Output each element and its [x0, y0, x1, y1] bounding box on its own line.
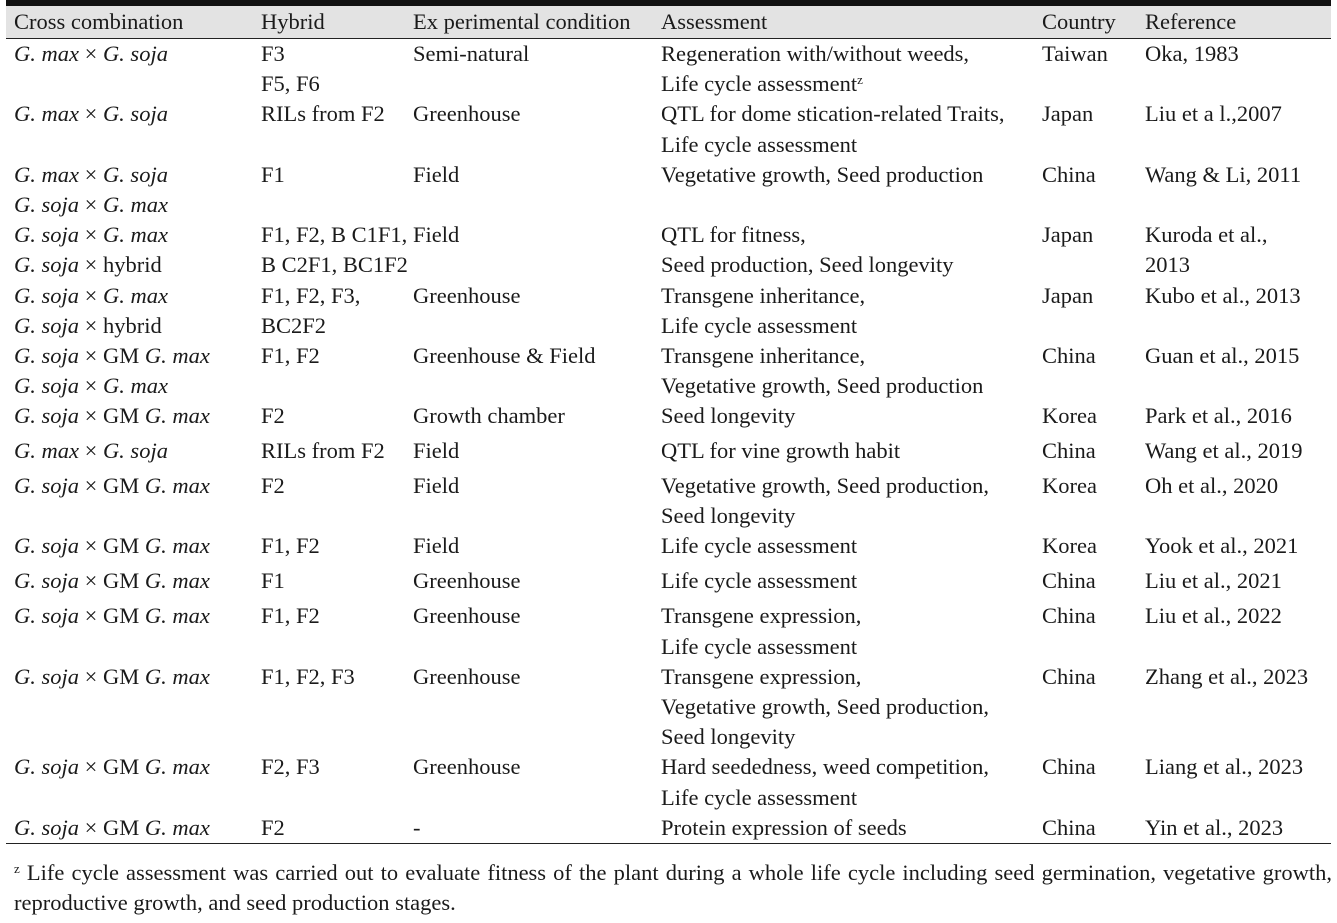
cell-experimental-condition — [405, 160, 653, 220]
cell-cross-combination-line: G. soja × GM G. max — [14, 603, 210, 629]
cell-hybrid — [253, 813, 405, 844]
cell-experimental-condition — [405, 662, 653, 753]
cell-hybrid-line: F5, F6 — [261, 71, 320, 97]
cell-assessment-line: QTL for fitness, — [661, 222, 806, 248]
cell-country — [1034, 39, 1137, 100]
cell-reference — [1137, 752, 1331, 812]
cell-reference-line: Liang et al., 2023 — [1145, 754, 1304, 780]
table-row — [6, 601, 1331, 661]
cell-reference-line: Guan et al., 2015 — [1145, 342, 1300, 368]
cell-assessment-line: Life cycle assessment — [661, 131, 858, 157]
cell-reference — [1137, 436, 1331, 470]
cell-country — [1034, 471, 1137, 531]
cell-cross-combination-line: G. soja × G. max — [14, 373, 168, 399]
cell-cross-combination-line: G. soja × GM G. max — [14, 568, 210, 594]
cell-experimental-condition — [405, 566, 653, 601]
cell-assessment-line: Transgene inheritance, — [661, 342, 866, 368]
cell-reference — [1137, 566, 1331, 601]
cell-country — [1034, 566, 1137, 601]
cell-cross-combination — [6, 471, 253, 531]
cell-hybrid — [253, 220, 408, 280]
cell-hybrid — [253, 566, 405, 601]
cell-cross-combination — [6, 160, 253, 220]
cell-assessment-line: Life cycle assessment — [661, 568, 858, 594]
footnote-text: Life cycle assessment was carried out to evaluate fitness of the plant during a whole life cycle including seed germination, vegetative growth, reproductive growth, and seed production stages. — [14, 860, 1332, 915]
cell-assessment-line: Transgene inheritance, — [661, 282, 866, 308]
cell-assessment-line: QTL for vine growth habit — [661, 438, 901, 464]
cell-hybrid — [253, 99, 405, 159]
cell-cross-combination-line: G. soja × hybrid — [14, 252, 162, 278]
cell-country-line: China — [1042, 663, 1096, 689]
cell-assessment-line: Vegetative growth, Seed production — [661, 161, 984, 187]
cell-cross-combination-line: G. soja × GM G. max — [14, 814, 210, 840]
cell-cross-combination — [6, 341, 253, 401]
table-row — [6, 566, 1331, 601]
cell-cross-combination-line: G. soja × GM G. max — [14, 403, 210, 429]
cell-experimental-condition — [405, 531, 653, 566]
cell-cross-combination-line: G. soja × G. max — [14, 282, 168, 308]
cell-reference-line: Wang & Li, 2011 — [1145, 161, 1302, 187]
cell-experimental-condition — [405, 752, 653, 812]
cell-cross-combination — [6, 813, 253, 844]
cell-hybrid — [253, 471, 405, 531]
table-row — [6, 220, 1331, 280]
cell-hybrid-line: RILs from F2 — [261, 438, 385, 464]
cell-reference-line: Oh et al., 2020 — [1145, 472, 1279, 498]
cell-experimental-condition — [405, 471, 653, 531]
cell-reference-line: Yin et al., 2023 — [1145, 814, 1284, 840]
cell-hybrid — [253, 531, 405, 566]
cell-hybrid-line: F2, F3 — [261, 754, 320, 780]
table-row — [6, 160, 1331, 220]
cell-hybrid — [253, 601, 405, 661]
cell-cross-combination — [6, 752, 253, 812]
cell-cross-combination — [6, 662, 253, 753]
cell-experimental-condition-line: - — [413, 814, 421, 840]
cell-experimental-condition — [405, 436, 653, 470]
cell-assessment-line: Life cycle assessment — [661, 784, 858, 810]
cell-reference — [1137, 601, 1331, 661]
cell-assessment-line: Seed longevity — [661, 403, 796, 429]
cell-reference — [1137, 39, 1331, 100]
cell-experimental-condition-line: Greenhouse — [413, 754, 521, 780]
cell-reference — [1137, 160, 1331, 220]
cell-hybrid-line: F2 — [261, 403, 285, 429]
cell-hybrid — [253, 160, 405, 220]
cell-assessment — [653, 220, 1034, 280]
cell-assessment-line: Life cycle assessment — [661, 533, 858, 558]
cell-country-line: Japan — [1042, 101, 1094, 127]
cell-assessment-line: Life cycle assessment — [661, 633, 858, 659]
cell-reference — [1137, 471, 1331, 531]
cell-reference-line: Oka, 1983 — [1145, 41, 1239, 66]
cell-experimental-condition-line: Greenhouse & Field — [413, 342, 596, 368]
cell-experimental-condition — [405, 99, 653, 159]
cell-experimental-condition-line: Greenhouse — [413, 603, 521, 629]
cell-cross-combination — [6, 220, 253, 280]
cell-experimental-condition — [405, 813, 653, 844]
cell-reference-line: Kubo et al., 2013 — [1145, 282, 1301, 308]
cell-assessment — [653, 39, 1034, 100]
cell-country — [1034, 401, 1137, 436]
cell-assessment — [653, 341, 1034, 401]
cell-assessment — [653, 601, 1034, 661]
table-header-row — [6, 6, 1331, 39]
cell-hybrid-line: F1 — [261, 568, 285, 594]
table-row — [6, 281, 1331, 341]
cell-country-line: Taiwan — [1042, 41, 1108, 66]
cell-reference-line: Zhang et al., 2023 — [1145, 663, 1309, 689]
cell-cross-combination-line: G. soja × hybrid — [14, 312, 162, 338]
cell-assessment-line: Life cycle assessment$^z$ — [661, 71, 863, 97]
cell-country-line: China — [1042, 754, 1096, 780]
cell-assessment-line: Life cycle assessment — [661, 312, 858, 338]
cell-experimental-condition-line: Greenhouse — [413, 282, 521, 308]
cell-assessment — [653, 566, 1034, 601]
cell-country-line: Japan — [1042, 282, 1094, 308]
cell-country-line: Korea — [1042, 472, 1097, 498]
cell-assessment-line: Seed longevity — [661, 502, 796, 528]
cell-assessment-line: Vegetative growth, Seed production, — [661, 693, 990, 719]
table-row — [6, 341, 1331, 401]
cell-hybrid-line: F1, F2 — [261, 603, 320, 629]
cell-experimental-condition-line: Semi-natural — [413, 41, 530, 66]
cell-hybrid — [253, 281, 405, 341]
cell-assessment-line: Transgene expression, — [661, 663, 862, 689]
cell-reference — [1137, 281, 1331, 341]
cell-experimental-condition — [405, 601, 653, 661]
cell-hybrid-line: F1 — [261, 161, 285, 187]
cell-experimental-condition-line: Field — [413, 472, 460, 498]
cell-experimental-condition — [405, 220, 653, 280]
table-row — [6, 662, 1331, 753]
cell-cross-combination-line: G. soja × GM G. max — [14, 533, 210, 558]
cell-cross-combination-line: G. soja × G. max — [14, 191, 168, 217]
cell-experimental-condition — [405, 341, 653, 401]
cell-experimental-condition-line: Field — [413, 438, 460, 464]
cell-assessment — [653, 160, 1034, 220]
cell-assessment — [653, 436, 1034, 470]
cell-country — [1034, 160, 1137, 220]
cell-reference-line: 2013 — [1145, 252, 1190, 278]
cell-experimental-condition-line: Greenhouse — [413, 568, 521, 594]
table-row — [6, 436, 1331, 470]
table-row — [6, 99, 1331, 159]
table-row — [6, 39, 1331, 100]
cell-assessment-line: Hard seededness, weed competition, — [661, 754, 990, 780]
cell-assessment — [653, 281, 1034, 341]
cell-assessment — [653, 471, 1034, 531]
footnote-marker: z — [14, 861, 20, 876]
cell-cross-combination-line: G. soja × GM G. max — [14, 754, 210, 780]
cell-country-line: China — [1042, 161, 1096, 187]
cell-cross-combination — [6, 401, 253, 436]
cell-country-line: China — [1042, 603, 1096, 629]
cell-hybrid-line: F1, F2, F3, — [261, 282, 361, 308]
cell-hybrid — [253, 39, 405, 100]
cell-assessment-line: Transgene expression, — [661, 603, 862, 629]
cell-country-line: Korea — [1042, 403, 1097, 429]
cell-cross-combination-line: G. soja × GM G. max — [14, 342, 210, 368]
table-row — [6, 752, 1331, 812]
cell-country — [1034, 341, 1137, 401]
cell-hybrid-line: F1, F2 — [261, 342, 320, 368]
cell-reference-line: Liu et al., 2021 — [1145, 568, 1282, 594]
cell-hybrid — [253, 401, 405, 436]
cell-experimental-condition — [405, 281, 653, 341]
cell-experimental-condition-line: Field — [413, 533, 460, 558]
cell-cross-combination-line: G. max × G. soja — [14, 101, 168, 127]
cell-assessment-line: Seed production, Seed longevity — [661, 252, 954, 278]
table-row — [6, 531, 1331, 566]
cell-hybrid-line: F1, F2, F3 — [261, 663, 355, 689]
cell-reference — [1137, 531, 1331, 566]
cell-hybrid — [253, 662, 405, 753]
cell-cross-combination — [6, 436, 253, 470]
cell-hybrid-line: BC2F2 — [261, 312, 327, 338]
cell-hybrid — [253, 436, 405, 470]
cell-country — [1034, 531, 1137, 566]
cell-hybrid-line: F2 — [261, 472, 285, 498]
cell-experimental-condition-line: Greenhouse — [413, 663, 521, 689]
cell-country-line: China — [1042, 438, 1096, 464]
cell-assessment-line: Vegetative growth, Seed production, — [661, 472, 990, 498]
cell-country-line: Korea — [1042, 533, 1097, 558]
cell-reference — [1137, 813, 1331, 844]
cell-hybrid-line: F3 — [261, 41, 285, 66]
table-row — [6, 401, 1331, 436]
cell-cross-combination-line: G. soja × G. max — [14, 222, 168, 248]
header-country: Country — [1034, 6, 1137, 39]
cell-country — [1034, 601, 1137, 661]
header-hybrid: Hybrid — [253, 6, 405, 39]
cell-experimental-condition — [405, 39, 653, 100]
cell-hybrid — [253, 752, 405, 812]
header-reference: Reference — [1137, 6, 1331, 39]
cell-hybrid-line: F1, F2, B C1F1, — [261, 222, 408, 248]
cell-assessment-line: Regeneration with/without weeds, — [661, 41, 970, 66]
cell-cross-combination — [6, 39, 253, 100]
header-cross-combination: Cross combination — [6, 6, 253, 39]
cell-reference — [1137, 341, 1331, 401]
cell-cross-combination-line: G. max × G. soja — [14, 438, 168, 464]
cell-reference — [1137, 99, 1331, 159]
cell-reference-line: Kuroda et al., — [1145, 222, 1268, 248]
header-experimental-condition: Ex perimental condition — [405, 6, 653, 39]
table-row — [6, 471, 1331, 531]
cell-reference-line: Liu et al., 2022 — [1145, 603, 1282, 629]
cell-country — [1034, 662, 1137, 753]
cell-cross-combination — [6, 566, 253, 601]
cell-hybrid-line: F2 — [261, 814, 285, 840]
cell-country — [1034, 436, 1137, 470]
cell-reference-line: Wang et al., 2019 — [1145, 438, 1303, 464]
cell-country — [1034, 752, 1137, 812]
cell-experimental-condition-line: Field — [413, 222, 460, 248]
header-assessment: Assessment — [653, 6, 1034, 39]
cell-country-line: China — [1042, 568, 1096, 594]
cell-cross-combination-line: G. soja × GM G. max — [14, 472, 210, 498]
cell-experimental-condition-line: Field — [413, 161, 460, 187]
cell-hybrid-line: B C2F1, BC1F2 — [261, 252, 408, 278]
cell-assessment — [653, 99, 1034, 159]
cell-country — [1034, 813, 1137, 844]
cell-reference — [1137, 220, 1331, 280]
cell-cross-combination — [6, 601, 253, 661]
cell-experimental-condition-line: Greenhouse — [413, 101, 521, 127]
cell-assessment — [653, 813, 1034, 844]
cell-assessment — [653, 662, 1034, 753]
cell-country — [1034, 220, 1137, 280]
cell-hybrid-line: RILs from F2 — [261, 101, 385, 127]
cell-reference — [1137, 401, 1331, 436]
cell-cross-combination — [6, 281, 253, 341]
cell-cross-combination — [6, 99, 253, 159]
cell-country-line: China — [1042, 814, 1096, 840]
cell-assessment — [653, 752, 1034, 812]
cell-country — [1034, 99, 1137, 159]
cell-cross-combination-line: G. max × G. soja — [14, 41, 168, 66]
cell-experimental-condition-line: Growth chamber — [413, 403, 565, 429]
table-row — [6, 813, 1331, 844]
cell-country — [1034, 281, 1137, 341]
cell-reference-line: Park et al., 2016 — [1145, 403, 1292, 429]
cell-cross-combination-line: G. soja × GM G. max — [14, 663, 210, 689]
cell-assessment-line: Vegetative growth, Seed production — [661, 373, 984, 399]
cell-assessment-line: Protein expression of seeds — [661, 814, 907, 840]
footnote-reference-marker: z — [857, 72, 863, 88]
cell-country-line: Japan — [1042, 222, 1094, 248]
cell-reference — [1137, 662, 1331, 753]
cell-reference-line: Liu et a l.,2007 — [1145, 101, 1282, 127]
cell-assessment — [653, 401, 1034, 436]
cell-assessment-line: QTL for dome stication-related Traits, — [661, 101, 1005, 127]
cell-country-line: China — [1042, 342, 1096, 368]
cell-assessment-line: Seed longevity — [661, 724, 796, 750]
table-footnote — [14, 858, 1332, 918]
cell-hybrid — [253, 341, 405, 401]
cell-cross-combination-line: G. max × G. soja — [14, 161, 168, 187]
cell-hybrid-line: F1, F2 — [261, 533, 320, 558]
cell-experimental-condition — [405, 401, 653, 436]
cell-reference-line: Yook et al., 2021 — [1145, 533, 1299, 558]
cell-cross-combination — [6, 531, 253, 566]
soybean-hybrid-fitness-table — [6, 6, 1331, 844]
cell-assessment — [653, 531, 1034, 566]
